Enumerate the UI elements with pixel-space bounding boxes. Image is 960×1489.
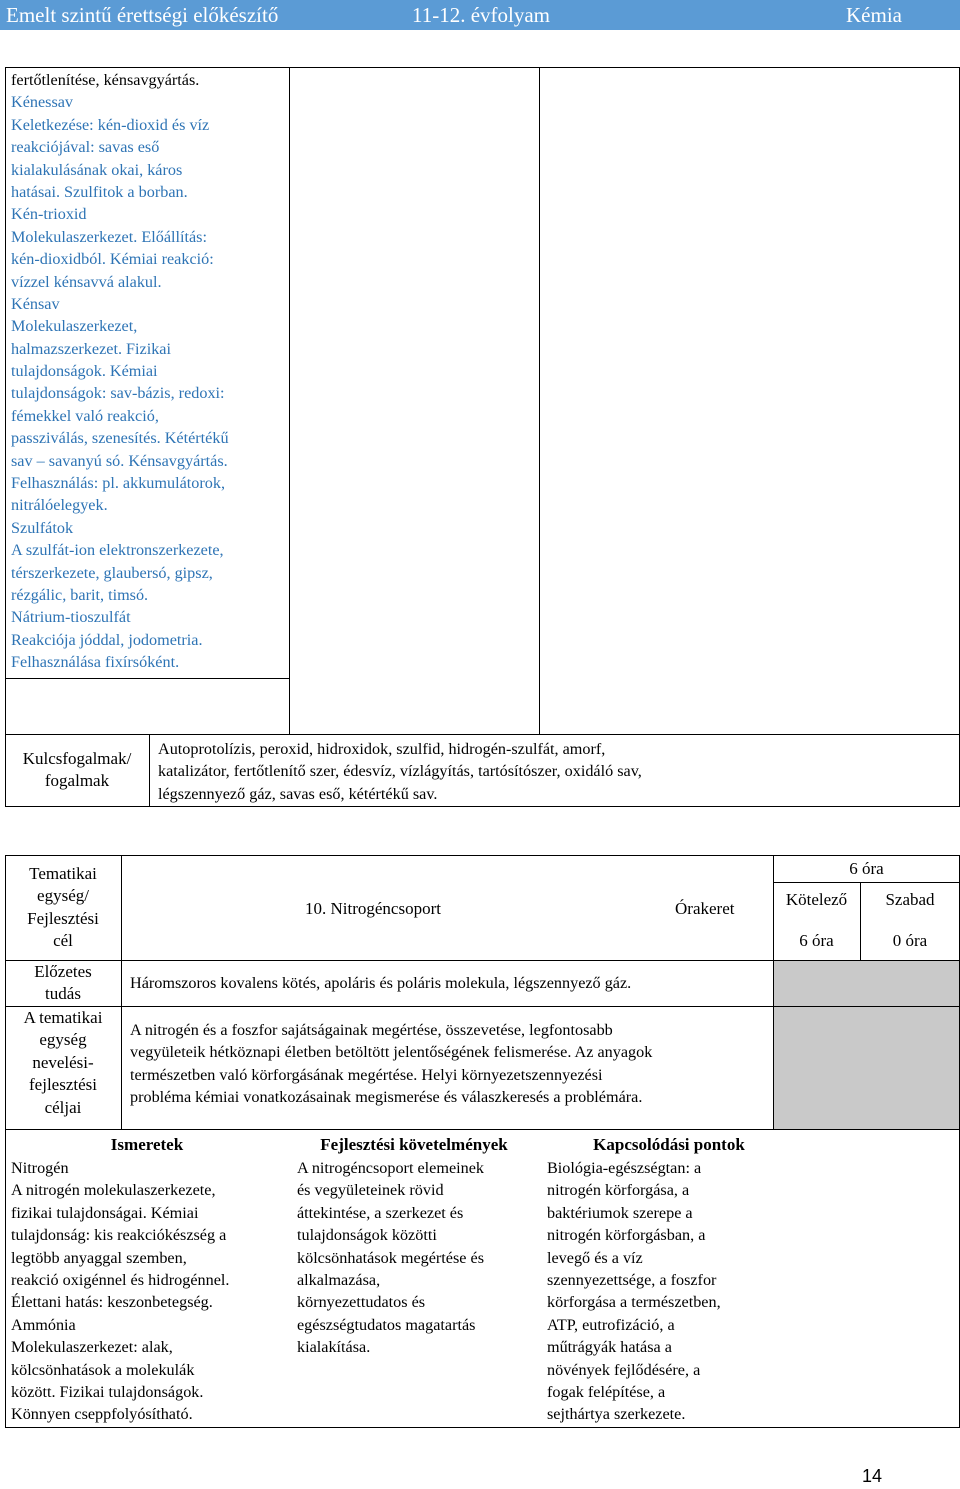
text-line: katalizátor, fertőtlenítő szer, édesvíz, vízlágyítás, tartósítószer, oxidáló sav, [158, 762, 642, 781]
text-line: növények fejlődésére, a [547, 1360, 701, 1379]
text-line: Reakciója jóddal, jodometria. [11, 630, 203, 649]
text-line: fertőtlenítése, kénsavgyártás. [11, 71, 200, 89]
text-line: természetben való körforgásának megértése. Helyi környezetszennyezési [130, 1065, 603, 1084]
mandatory-label: Kötelező [785, 890, 848, 909]
goals-gray-cell [773, 1006, 960, 1130]
text-line: és vegyületeinek rövid [297, 1181, 444, 1200]
text-line: Biológia-egészségtan: a [547, 1159, 702, 1177]
text-line: fogak felépítése, a [547, 1382, 666, 1401]
text-line: tulajdonságok: sav-bázis, redoxi: [11, 384, 225, 403]
text-line: vízzel kénsavvá alakul. [11, 272, 162, 291]
text-line: tudás [45, 984, 81, 1004]
text-line: Felhasználás: pl. akkumulátorok, [11, 474, 225, 493]
text-line: egység/ [37, 886, 89, 906]
prereq-text: Háromszoros kovalens kötés, apoláris és poláris molekula, légszennyező gáz. [130, 974, 632, 992]
col-header-requirements: Fejlesztési követelmények [320, 1135, 508, 1154]
text-line: kialakítása. [297, 1338, 371, 1357]
text-line: egészségtudatos magatartás [297, 1315, 476, 1334]
text-line: fejlesztési [29, 1075, 97, 1095]
top-content-text [11, 69, 229, 674]
text-line: sav – savanyú só. Kénsavgyártás. [11, 451, 228, 470]
goals-label [5, 1007, 121, 1119]
text-line: Keletkezése: kén-dioxid és víz [11, 115, 210, 134]
text-line: vegyületeik hétköznapi életben betöltött jelentőségének felismerése. Az anyagok [130, 1043, 653, 1062]
text-line: térszerkezete, glaubersó, gipsz, [11, 563, 213, 582]
text-line: A nitrogéncsoport elemeinek [297, 1159, 485, 1177]
text-line: Kén-trioxid [11, 205, 87, 224]
text-line: Kénsav [11, 294, 60, 313]
knowledge-column [11, 1157, 229, 1426]
text-line: Nitrogén [11, 1159, 69, 1177]
text-line: Molekulaszerkezet: alak, [11, 1338, 173, 1357]
text-line: körforgása a természetben, [547, 1293, 721, 1312]
text-line: céljai [44, 1097, 82, 1117]
text-line: hatásai. Szulfitok a borban. [11, 182, 188, 201]
frame-label: Órakeret [675, 899, 735, 918]
page-number: 14 [861, 1466, 882, 1486]
text-line: sejthártya szerkezete. [547, 1405, 686, 1424]
mandatory-value: 6 óra [799, 931, 834, 950]
text-line: Molekulaszerkezet. Előállítás: [11, 227, 207, 246]
keywords-label: Kulcsfogalmak/ fogalmak [22, 749, 132, 791]
text-line: kialakulásának okai, káros [11, 160, 183, 179]
text-line: baktériumok szerepe a [547, 1203, 693, 1222]
text-line: nitrálóelegyek. [11, 496, 108, 515]
text-line: Tematikai [29, 864, 97, 883]
text-line: halmazszerkezet. Fizikai [11, 339, 171, 358]
unit-label [5, 863, 121, 953]
text-line: egység [39, 1030, 87, 1050]
text-line: tulajdonságok. Kémiai [11, 362, 158, 381]
text-line: fizikai tulajdonságai. Kémiai [11, 1203, 199, 1222]
text-line: Élettani hatás: keszonbetegség. [11, 1293, 213, 1312]
page-header [0, 0, 960, 30]
header-left-text: Emelt szintű érettségi előkészítő [6, 2, 279, 27]
text-line: környezettudatos és [297, 1293, 426, 1312]
text-line: ATP, eutrofizáció, a [547, 1315, 675, 1334]
text-line: tulajdonság: kis reakciókészség a [11, 1226, 227, 1245]
text-line: kén-dioxidból. Kémiai reakció: [11, 250, 214, 269]
hours-total: 6 óra [849, 859, 884, 878]
text-line: Nátrium-tioszulfát [11, 608, 131, 627]
connections-column [547, 1157, 721, 1426]
text-line: reakció oxigénnel és hidrogénnel. [11, 1270, 230, 1289]
col-header-connections: Kapcsolódási pontok [593, 1135, 745, 1154]
text-line: Ammónia [11, 1315, 76, 1334]
text-line: levegő és a víz [547, 1248, 643, 1267]
text-line: cél [53, 931, 73, 951]
text-line: Könnyen cseppfolyósítható. [11, 1405, 193, 1424]
text-line: szennyezettsége, a foszfor [547, 1270, 717, 1289]
text-line: Előzetes [34, 962, 92, 981]
text-line: A szulfát-ion elektronszerkezete, [11, 541, 224, 560]
text-line: között. Fizikai tulajdonságok. [11, 1382, 204, 1401]
text-line: legtöbb anyaggal szemben, [11, 1248, 187, 1267]
text-line: Felhasználása fixírsóként. [11, 653, 180, 672]
text-line: Molekulaszerkezet, [11, 317, 138, 336]
text-line: nevelési- [32, 1052, 94, 1072]
text-line: Fejlesztési [27, 908, 99, 928]
prereq-label [5, 961, 121, 1006]
text-line: alkalmazása, [297, 1270, 381, 1289]
text-line: A nitrogén és a foszfor sajátságainak megértése, összevetése, legfontosabb [130, 1021, 613, 1039]
text-line: reakciójával: savas eső [11, 138, 160, 157]
requirements-column [297, 1157, 484, 1359]
text-line: kölcsönhatások a molekulák [11, 1360, 195, 1379]
text-line: passziválás, szenesítés. Kétértékű [11, 429, 229, 448]
text-line: Autoprotolízis, peroxid, hidroxidok, szulfid, hidrogén-szulfát, amorf, [158, 740, 606, 758]
text-line: tulajdonságok közötti [297, 1226, 437, 1245]
goals-text [130, 1019, 652, 1109]
text-line: légszennyező gáz, savas eső, kétértékű sav. [158, 784, 438, 803]
text-line: Kénessav [11, 93, 74, 112]
unit-title: 10. Nitrogéncsoport [305, 899, 441, 918]
text-line: probléma kémiai vonatkozásainak megismerése és válaszkeresés a problémára. [130, 1088, 643, 1107]
text-line: nitrogén körforgása, a [547, 1181, 690, 1200]
prereq-gray-cell [773, 960, 960, 1007]
text-line: Szulfátok [11, 518, 74, 537]
free-value: 0 óra [892, 931, 928, 950]
text-line: áttekintése, a szerkezet és [297, 1203, 464, 1222]
text-line: rézgálic, barit, timsó. [11, 585, 149, 604]
text-line: nitrogén körforgásban, a [547, 1226, 706, 1245]
text-line: A nitrogén molekulaszerkezete, [11, 1181, 216, 1200]
header-subject-text: Kémia [846, 2, 902, 27]
text-line: kölcsönhatások megértése és [297, 1248, 484, 1267]
text-line: műtrágyák hatása a [547, 1338, 672, 1357]
header-grade-text: 11-12. évfolyam [412, 2, 551, 27]
free-label: Szabad [885, 890, 935, 909]
text-line: A tematikai [23, 1008, 103, 1027]
keywords-text [158, 738, 642, 805]
text-line: fémekkel való reakció, [11, 406, 159, 425]
col-header-knowledge: Ismeretek [110, 1135, 184, 1154]
